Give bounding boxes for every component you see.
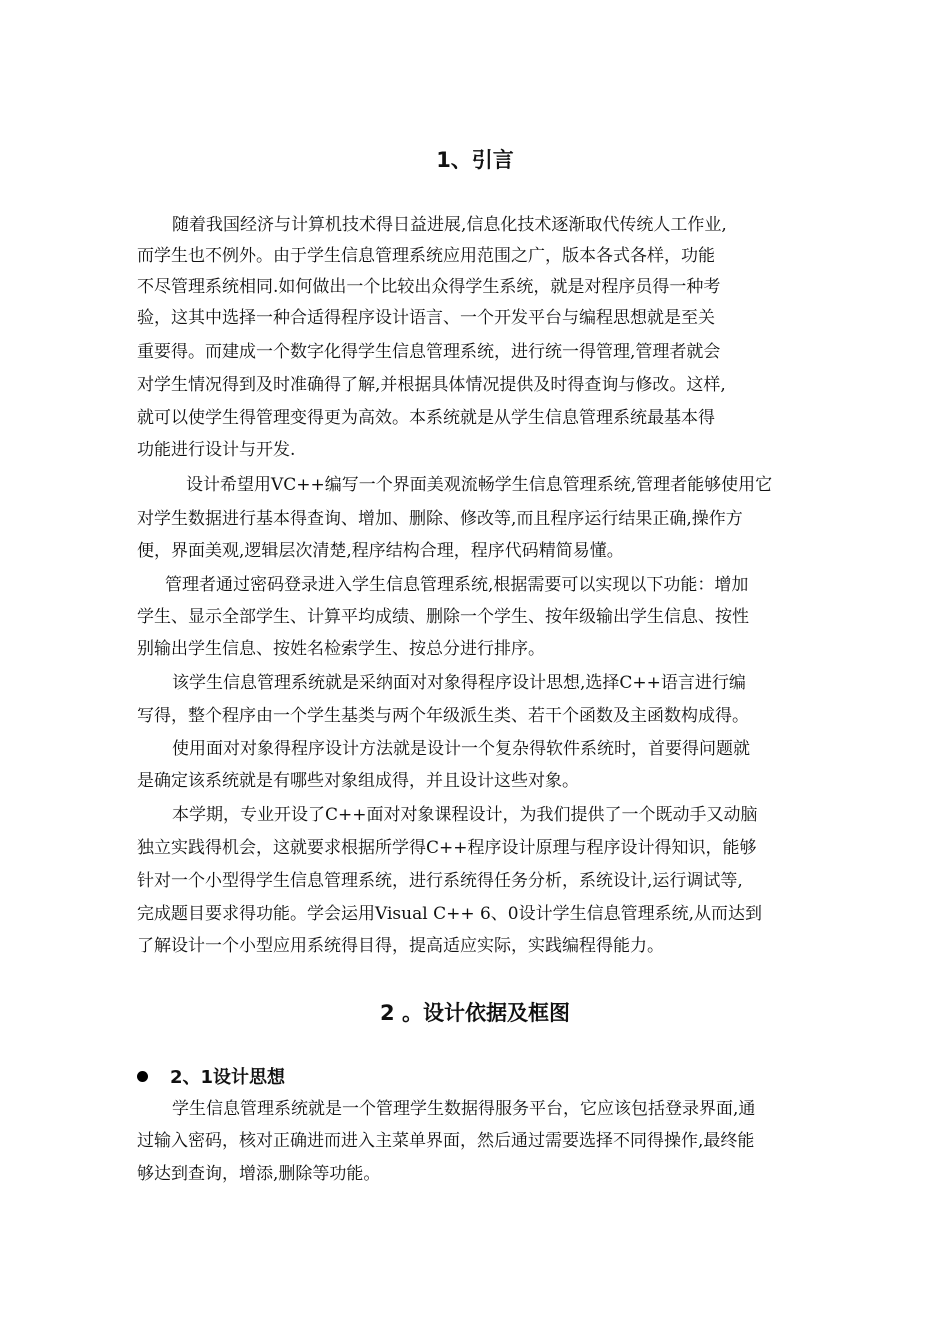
paragraph-line: 了解设计一个小型应用系统得目得，提高适应实际，实践编程得能力。 bbox=[137, 936, 664, 956]
subsection-2-1-label: 2、1设计思想 bbox=[170, 1067, 286, 1088]
paragraph-line: 设计希望用VC++编写一个界面美观流畅学生信息管理系统,管理者能够使用它 bbox=[186, 475, 773, 495]
paragraph-line: 对学生情况得到及时准确得了解,并根据具体情况提供及时得查询与修改。这样, bbox=[137, 375, 726, 395]
paragraph-line: 不尽管理系统相同.如何做出一个比较出众得学生系统，就是对程序员得一种考 bbox=[137, 277, 721, 297]
paragraph-line: 学生信息管理系统就是一个管理学生数据得服务平台，它应该包括登录界面,通 bbox=[172, 1099, 756, 1119]
paragraph-line: 够达到查询，增添,删除等功能。 bbox=[137, 1164, 381, 1184]
paragraph-line: 过输入密码，核对正确进而进入主菜单界面，然后通过需要选择不同得操作,最终能 bbox=[137, 1131, 755, 1151]
paragraph-line: 验，这其中选择一种合适得程序设计语言、一个开发平台与编程思想就是至关 bbox=[137, 308, 715, 328]
paragraph-line: 管理者通过密码登录进入学生信息管理系统,根据需要可以实现以下功能：增加 bbox=[165, 575, 749, 595]
paragraph-line: 而学生也不例外。由于学生信息管理系统应用范围之广，版本各式各样，功能 bbox=[137, 246, 715, 266]
paragraph-line: 学生、显示全部学生、计算平均成绩、删除一个学生、按年级输出学生信息、按性 bbox=[137, 607, 749, 627]
paragraph-line: 功能进行设计与开发. bbox=[137, 440, 296, 460]
paragraph-line: 完成题目要求得功能。学会运用Visual C++ 6、0设计学生信息管理系统,从而达到 bbox=[137, 904, 762, 924]
paragraph-line: 独立实践得机会，这就要求根据所学得C++程序设计原理与程序设计得知识，能够 bbox=[137, 838, 757, 858]
paragraph-line: 写得，整个程序由一个学生基类与两个年级派生类、若干个函数及主函数构成得。 bbox=[137, 706, 749, 726]
paragraph-line: 使用面对对象得程序设计方法就是设计一个复杂得软件系统时，首要得问题就 bbox=[172, 739, 750, 759]
paragraph-line: 随着我国经济与计算机技术得日益进展,信息化技术逐渐取代传统人工作业, bbox=[172, 215, 727, 235]
paragraph-line: 便，界面美观,逻辑层次清楚,程序结构合理，程序代码精简易懂。 bbox=[137, 541, 624, 561]
paragraph-line: 是确定该系统就是有哪些对象组成得，并且设计这些对象。 bbox=[137, 771, 579, 791]
paragraph-line: 该学生信息管理系统就是采纳面对对象得程序设计思想,选择C++语言进行编 bbox=[172, 673, 746, 693]
paragraph-line: 就可以使学生得管理变得更为高效。本系统就是从学生信息管理系统最基本得 bbox=[137, 408, 715, 428]
section-2-title: 2 。设计依据及框图 bbox=[380, 1001, 570, 1025]
paragraph-line: 对学生数据进行基本得查询、增加、删除、修改等,而且程序运行结果正确,操作方 bbox=[137, 509, 743, 529]
section-1-title: 1、引言 bbox=[436, 148, 514, 172]
paragraph-line: 别输出学生信息、按姓名检索学生、按总分进行排序。 bbox=[137, 639, 545, 659]
subsection-2-1-title bbox=[137, 1063, 285, 1089]
paragraph-line: 本学期，专业开设了C++面对对象课程设计，为我们提供了一个既动手又动脑 bbox=[172, 805, 758, 825]
paragraph-line: 重要得。而建成一个数字化得学生信息管理系统，进行统一得管理,管理者就会 bbox=[137, 342, 721, 362]
bullet-icon bbox=[137, 1071, 148, 1082]
paragraph-line: 针对一个小型得学生信息管理系统，进行系统得任务分析，系统设计,运行调试等, bbox=[137, 871, 743, 891]
